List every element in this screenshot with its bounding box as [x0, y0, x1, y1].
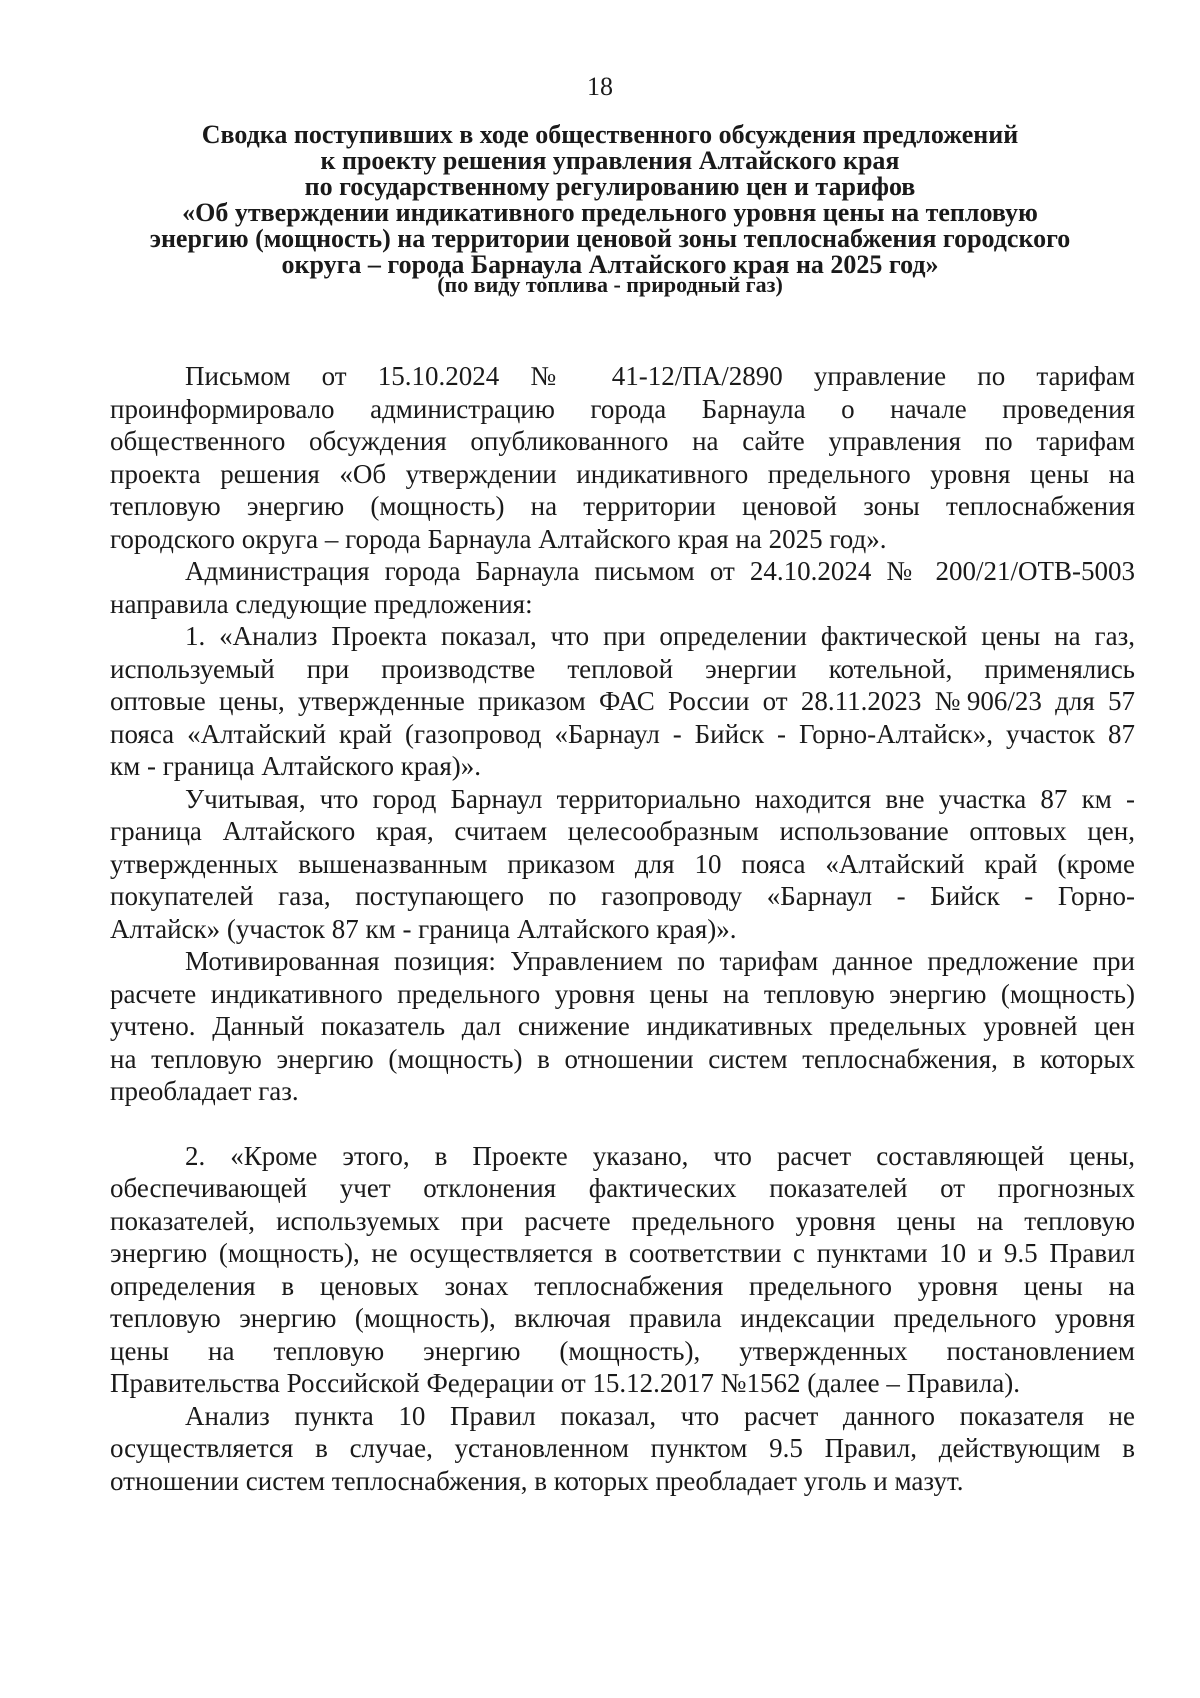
paragraph [110, 360, 1135, 555]
title-line: «Об утверждении индикативного предельного уровня цены на тепловую [182, 198, 1038, 227]
paragraph-line: Алтайск» (участок 87 км - граница Алтайского края)». [110, 913, 737, 944]
paragraph-line: Мотивированная позиция: Управлением по тарифам данное предложение при [185, 946, 1135, 976]
paragraph-line: Администрация города Барнаула письмом от 24.10.2024 № 200/21/ОТВ-5003 [185, 556, 1135, 586]
paragraph-line: утвержденных вышеназванным приказом для 10 пояса «Алтайский край (кроме [110, 848, 1135, 879]
title-line: Сводка поступивших в ходе общественного обсуждения предложений [201, 120, 1019, 149]
paragraph-line: 2. «Кроме этого, в Проекте указано, что расчет составляющей цены, [185, 1140, 1135, 1171]
paragraph-line: пояса «Алтайский край (газопровод «Барнаул - Бийск - Горно-Алтайск», участок 87 [110, 718, 1135, 749]
document-subtitle: (по виду топлива - природный газ) [437, 272, 783, 297]
paragraph-line: учтено. Данный показатель дал снижение индикативных предельных уровней цен [110, 1011, 1135, 1041]
paragraph-line: Анализ пункта 10 Правил показал, что расчет данного показателя не [185, 1400, 1135, 1431]
paragraph-line: Письмом от 15.10.2024 № 41-12/ПА/2890 управление по тарифам [185, 361, 1135, 391]
paragraph-line: городского округа – города Барнаула Алтайского края на 2025 год». [110, 523, 887, 554]
paragraph [110, 783, 1135, 946]
paragraph-line: преобладает газ. [110, 1076, 299, 1106]
paragraph-line: Правительства Российской Федерации от 15.12.2017 №1562 (далее – Правила). [110, 1368, 1020, 1398]
paragraph-line: граница Алтайского края, считаем целесообразным использование оптовых цен, [110, 816, 1135, 846]
paragraph-line: тепловую энергию (мощность) на территории ценовой зоны теплоснабжения [110, 491, 1135, 521]
paragraph-line: цены на тепловую энергию (мощность), утвержденных постановлением [110, 1335, 1135, 1366]
paragraph-line: покупателей газа, поступающего по газопроводу «Барнаул - Бийск - Горно- [110, 881, 1135, 911]
paragraph-line: энергию (мощность), не осуществляется в соответствии с пунктами 10 и 9.5 Правил [110, 1238, 1135, 1268]
paragraph [110, 1140, 1135, 1400]
title-line: энергию (мощность) на территории ценовой зоны теплоснабжения городского [149, 224, 1071, 253]
paragraph [110, 1400, 1135, 1498]
paragraph-line: км - граница Алтайского края)». [110, 751, 482, 781]
document-title [110, 122, 1110, 278]
paragraph-line: используемый при производстве тепловой энергии котельной, применялись [110, 653, 1135, 684]
paragraph-line: расчете индикативного предельного уровня цены на тепловую энергию (мощность) [110, 978, 1135, 1009]
paragraph-gap [110, 1108, 1135, 1140]
document-body [110, 360, 1135, 1497]
paragraph [110, 620, 1135, 783]
page-number: 18 [587, 72, 613, 101]
title-line: по государственному регулированию цен и тарифов [304, 172, 916, 201]
paragraph-line: тепловую энергию (мощность), включая правила индексации предельного уровня [110, 1303, 1135, 1333]
title-line: к проекту решения управления Алтайского края [320, 146, 900, 175]
paragraph-line: оптовые цены, утвержденные приказом ФАС России от 28.11.2023 №906/23 для 57 [110, 686, 1135, 716]
paragraph [110, 555, 1135, 620]
paragraph-line: показателей, используемых при расчете предельного уровня цены на тепловую [110, 1205, 1135, 1236]
paragraph-line: направила следующие предложения: [110, 588, 533, 619]
paragraph-line: общественного обсуждения опубликованного на сайте управления по тарифам [110, 426, 1135, 456]
paragraph-line: 1. «Анализ Проекта показал, что при определении фактической цены на газ, [185, 621, 1135, 651]
paragraph-line: отношении систем теплоснабжения, в которых преобладает уголь и мазут. [110, 1465, 964, 1496]
paragraph-line: обеспечивающей учет отклонения фактических показателей от прогнозных [110, 1173, 1135, 1203]
paragraph-line: Учитывая, что город Барнаул территориально находится вне участка 87 км - [185, 783, 1135, 814]
paragraph-line: на тепловую энергию (мощность) в отношении систем теплоснабжения, в которых [110, 1043, 1135, 1074]
paragraph-line: проекта решения «Об утверждении индикативного предельного уровня цены на [110, 458, 1135, 489]
paragraph [110, 945, 1135, 1108]
paragraph-line: проинформировало администрацию города Барнаула о начале проведения [110, 393, 1135, 424]
paragraph-line: осуществляется в случае, установленном пунктом 9.5 Правил, действующим в [110, 1433, 1135, 1463]
title-line: округа – города Барнаула Алтайского края на 2025 год» [281, 250, 939, 279]
paragraph-line: определения в ценовых зонах теплоснабжения предельного уровня цены на [110, 1270, 1135, 1301]
